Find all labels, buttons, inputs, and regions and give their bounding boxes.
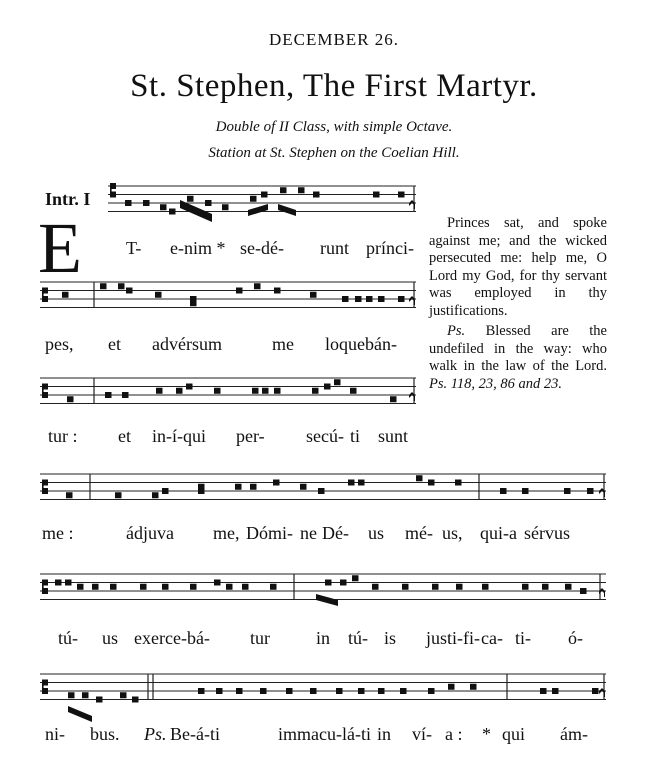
lyric-syllable: Ps. xyxy=(144,724,167,744)
lyric-syllable: tú- xyxy=(348,628,368,648)
neume-note xyxy=(205,200,212,206)
lyric-syllable: ca- xyxy=(481,628,503,648)
neume-note xyxy=(565,584,572,590)
neume-note xyxy=(325,580,332,586)
neume-note xyxy=(105,392,112,398)
neume-note xyxy=(432,584,439,590)
neume-note xyxy=(216,688,223,694)
neume-note xyxy=(587,488,594,494)
clef-stem xyxy=(42,288,44,303)
lyric-syllable: in xyxy=(377,724,392,744)
lyric-syllable: me, xyxy=(213,523,240,543)
neume-note xyxy=(310,292,317,298)
lyric-syllable: se-dé- xyxy=(240,238,284,258)
neume-note xyxy=(398,192,405,198)
lyric-syllable: ó- xyxy=(568,628,583,648)
clef-stem xyxy=(42,580,44,595)
neume-note xyxy=(214,580,221,586)
neume-note xyxy=(378,296,385,302)
neume-note xyxy=(260,688,267,694)
lyric-syllable: immacu-lá-ti xyxy=(278,724,371,744)
neume-note xyxy=(214,388,221,394)
neume-note xyxy=(162,584,169,590)
rank-subtitle: Double of II Class, with simple Octave. xyxy=(215,119,453,135)
psalm-text: Blessed are the undefiled in the way: who walk in the law of the Lord. xyxy=(429,323,607,374)
neume-note xyxy=(140,584,147,590)
neume-note xyxy=(348,480,355,486)
neume-note xyxy=(115,492,122,498)
neume-note xyxy=(312,388,319,394)
neume-note xyxy=(470,684,477,690)
neume-note xyxy=(143,200,150,206)
neume-note xyxy=(169,209,176,215)
neume-note xyxy=(118,283,125,289)
lyric-syllable: ví- xyxy=(412,724,432,744)
neume-note xyxy=(358,480,365,486)
neume-note xyxy=(336,688,343,694)
neume-note xyxy=(455,480,462,486)
neume-note xyxy=(186,384,193,390)
drop-cap-initial: E xyxy=(38,208,82,288)
page-title: St. Stephen, The First Martyr. xyxy=(130,68,538,104)
neume-note xyxy=(400,688,407,694)
neume-note xyxy=(236,688,243,694)
neume-note xyxy=(120,692,127,698)
clef-stem xyxy=(42,480,44,495)
neume-note xyxy=(96,697,103,703)
lyric-syllable: ne xyxy=(300,523,317,543)
neume-note xyxy=(324,384,331,390)
neume-note xyxy=(372,584,379,590)
neume-note xyxy=(176,388,183,394)
lyric-syllable: tú- xyxy=(58,628,78,648)
lyric-syllable: * xyxy=(482,724,491,744)
neume-note xyxy=(67,396,74,402)
neume-note xyxy=(68,692,75,698)
neume-slant xyxy=(248,204,268,216)
lyric-syllable: Dé- xyxy=(322,523,349,543)
lyric-syllable: ám- xyxy=(560,724,588,744)
lyric-syllable: secú- xyxy=(306,426,344,446)
lyric-syllable: qui xyxy=(502,724,526,744)
neume-note xyxy=(261,192,268,198)
neume-note xyxy=(428,688,435,694)
neume-note xyxy=(250,484,257,490)
lyric-syllable: me : xyxy=(42,523,74,543)
neume-note xyxy=(580,588,587,594)
neume-note xyxy=(390,396,397,402)
lyric-syllable: justi-fi- xyxy=(426,628,480,648)
neume-note xyxy=(187,196,194,202)
neume-note xyxy=(542,584,549,590)
neume-note xyxy=(132,697,139,703)
neume-note xyxy=(366,296,373,302)
neume-note xyxy=(456,584,463,590)
neume-note xyxy=(274,288,281,294)
neume-note xyxy=(286,688,293,694)
neume-note xyxy=(236,288,243,294)
neume-note xyxy=(378,688,385,694)
neume-note xyxy=(522,488,529,494)
neume-note xyxy=(77,584,84,590)
neume-note xyxy=(416,475,423,481)
lyric-syllable: ni- xyxy=(45,724,65,744)
lyric-syllable: T- xyxy=(126,238,142,258)
lyric-syllable: exerce-bá- xyxy=(134,628,210,648)
neume-note xyxy=(110,584,117,590)
lyric-syllable: qui-a xyxy=(480,523,517,543)
lyric-syllable: ti- xyxy=(515,628,531,648)
psalm-reference: Ps. 118, 23, 86 and 23. xyxy=(429,375,563,392)
lyric-syllable: per- xyxy=(236,426,265,446)
neume-note xyxy=(352,575,359,581)
lyric-syllable: a : xyxy=(445,724,463,744)
lyric-syllable: prínci- xyxy=(366,238,414,258)
lyric-syllable: us xyxy=(102,628,119,648)
neume-note xyxy=(190,584,197,590)
lyric-syllable: advérsum xyxy=(152,334,222,354)
neume-note xyxy=(402,584,409,590)
neume-slant xyxy=(68,706,92,722)
neume-note xyxy=(92,584,99,590)
lyric-syllable: me xyxy=(272,334,294,354)
neume-note xyxy=(222,204,229,210)
neume-note xyxy=(126,288,133,294)
neume-note xyxy=(250,196,257,202)
neume-note xyxy=(310,688,317,694)
neume-note xyxy=(125,200,132,206)
neume-note xyxy=(155,292,162,298)
neume-note xyxy=(65,580,72,586)
lyric-syllable: bus. xyxy=(90,724,120,744)
neume-note xyxy=(160,204,167,210)
lyric-syllable: sunt xyxy=(378,426,409,446)
neume-note xyxy=(226,584,233,590)
neume-note xyxy=(334,379,341,385)
neume-note xyxy=(313,192,320,198)
lyric-syllable: Dómi- xyxy=(246,523,293,543)
lyric-syllable: e-nim * xyxy=(170,238,226,258)
lyric-syllable: in-í-qui xyxy=(152,426,206,446)
neume-note xyxy=(540,688,547,694)
neume-note xyxy=(482,584,489,590)
neume-note xyxy=(350,388,357,394)
neume-note xyxy=(190,300,197,306)
neume-note xyxy=(522,584,529,590)
neume-note xyxy=(254,283,261,289)
neume-note xyxy=(373,192,380,198)
neume-note xyxy=(235,484,242,490)
neume-note xyxy=(62,292,69,298)
neume-note xyxy=(198,484,205,490)
clef-stem xyxy=(110,183,112,198)
lyric-syllable: pes, xyxy=(45,334,74,354)
neume-note xyxy=(280,187,287,193)
neume-note xyxy=(152,492,159,498)
lyric-syllable: et xyxy=(118,426,131,446)
lyric-syllable: us xyxy=(368,523,385,543)
neume-note xyxy=(564,488,571,494)
neume-note xyxy=(162,488,169,494)
lyric-syllable: in xyxy=(316,628,331,648)
introit-label: Intr. I xyxy=(45,189,91,209)
translation-psalm xyxy=(429,323,607,393)
neume-note xyxy=(428,480,435,486)
neume-note xyxy=(592,688,599,694)
translation-paragraph: Princes sat, and spoke against me; and the wicked persecuted me: help me, O Lord my God, for thy servant was employed in thy justifications. xyxy=(429,215,607,319)
neume-slant xyxy=(278,204,296,216)
neume-note xyxy=(122,392,129,398)
neume-note xyxy=(500,488,507,494)
neume-note xyxy=(342,296,349,302)
lyric-syllable: us, xyxy=(442,523,463,543)
neume-note xyxy=(66,492,73,498)
neume-note xyxy=(318,488,325,494)
neume-note xyxy=(198,688,205,694)
neume-note xyxy=(270,584,277,590)
neume-note xyxy=(82,692,89,698)
psalm-label: Ps. xyxy=(447,323,466,339)
neume-slant xyxy=(316,594,338,606)
neume-note xyxy=(100,283,107,289)
neume-note xyxy=(340,580,347,586)
neume-note xyxy=(273,480,280,486)
neume-note xyxy=(552,688,559,694)
lyric-syllable: et xyxy=(108,334,121,354)
lyric-syllable: ádjuva xyxy=(126,523,174,543)
lyric-syllable: tur : xyxy=(48,426,78,446)
neume-note xyxy=(300,484,307,490)
station-subtitle: Station at St. Stephen on the Coelian Hill. xyxy=(208,145,460,161)
lyric-syllable: sérvus xyxy=(524,523,570,543)
neume-note xyxy=(355,296,362,302)
neume-note xyxy=(358,688,365,694)
clef-stem xyxy=(42,384,44,399)
neume-note xyxy=(274,388,281,394)
lyric-syllable: tur xyxy=(250,628,270,648)
neume-note xyxy=(156,388,163,394)
page-date: DECEMBER 26. xyxy=(268,30,400,49)
lyric-syllable: mé- xyxy=(405,523,433,543)
lyric-syllable: loquebán- xyxy=(325,334,397,354)
lyric-syllable: runt xyxy=(320,238,349,258)
neume-note xyxy=(262,388,269,394)
translation-block xyxy=(429,215,607,393)
lyric-syllable: ti xyxy=(350,426,361,446)
neume-note xyxy=(55,580,62,586)
neume-note xyxy=(448,684,455,690)
clef-stem xyxy=(42,680,44,695)
lyric-syllable: is xyxy=(384,628,397,648)
neume-note xyxy=(242,584,249,590)
lyric-syllable: Be-á-ti xyxy=(170,724,220,744)
neume-note xyxy=(398,296,405,302)
neume-note xyxy=(298,187,305,193)
neume-note xyxy=(252,388,259,394)
